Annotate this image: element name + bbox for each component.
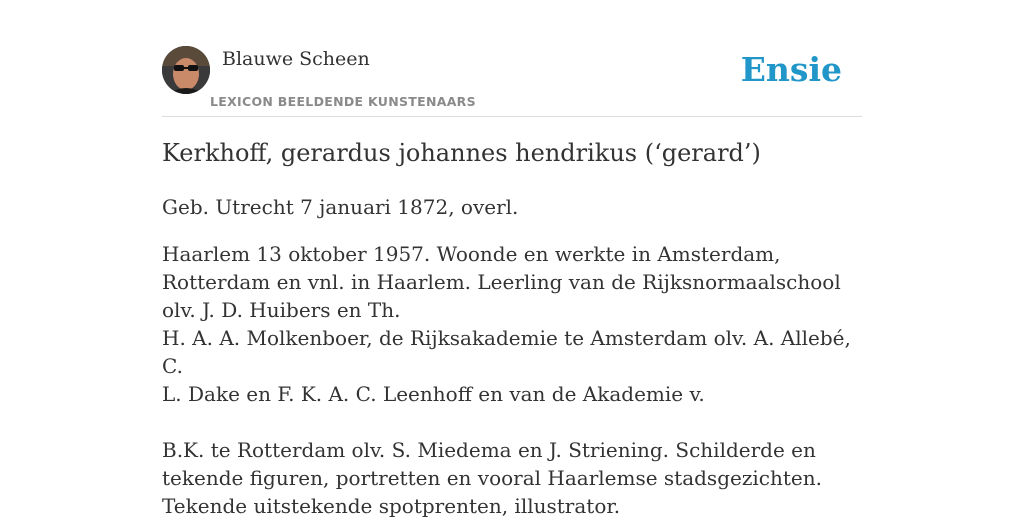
entry-paragraph: B.K. te Rotterdam olv. S. Miedema en J. Striening. Schilderde en tekende figuren, portretten en vooral Haarlemse stadsgezichten. Tekende uitstekende spotprenten, illustrator. xyxy=(162,438,822,518)
entry-paragraph: H. A. A. Molkenboer, de Rijksakademie te Amsterdam olv. A. Allebé, C. xyxy=(162,326,851,378)
entry-title: Kerkhoff, gerardus johannes hendrikus (‘gerard’) xyxy=(162,139,761,167)
category-label[interactable]: LEXICON BEELDENDE KUNSTENAARS xyxy=(210,94,476,109)
page-header xyxy=(162,46,862,117)
entry-paragraph: L. Dake en F. K. A. C. Leenhoff en van de Akademie v. xyxy=(162,382,705,406)
author-name[interactable]: Blauwe Scheen xyxy=(222,48,370,70)
author-avatar[interactable] xyxy=(162,46,210,94)
avatar-photo xyxy=(162,46,210,94)
entry-paragraph: Geb. Utrecht 7 januari 1872, overl. xyxy=(162,195,519,219)
entry-paragraph: Haarlem 13 oktober 1957. Woonde en werkte in Amsterdam, Rotterdam en vnl. in Haarlem. Leerling van de Rijksnormaalschool olv. J. D. Huibers en Th. xyxy=(162,242,841,322)
brand-logo[interactable]: Ensie xyxy=(740,50,842,89)
